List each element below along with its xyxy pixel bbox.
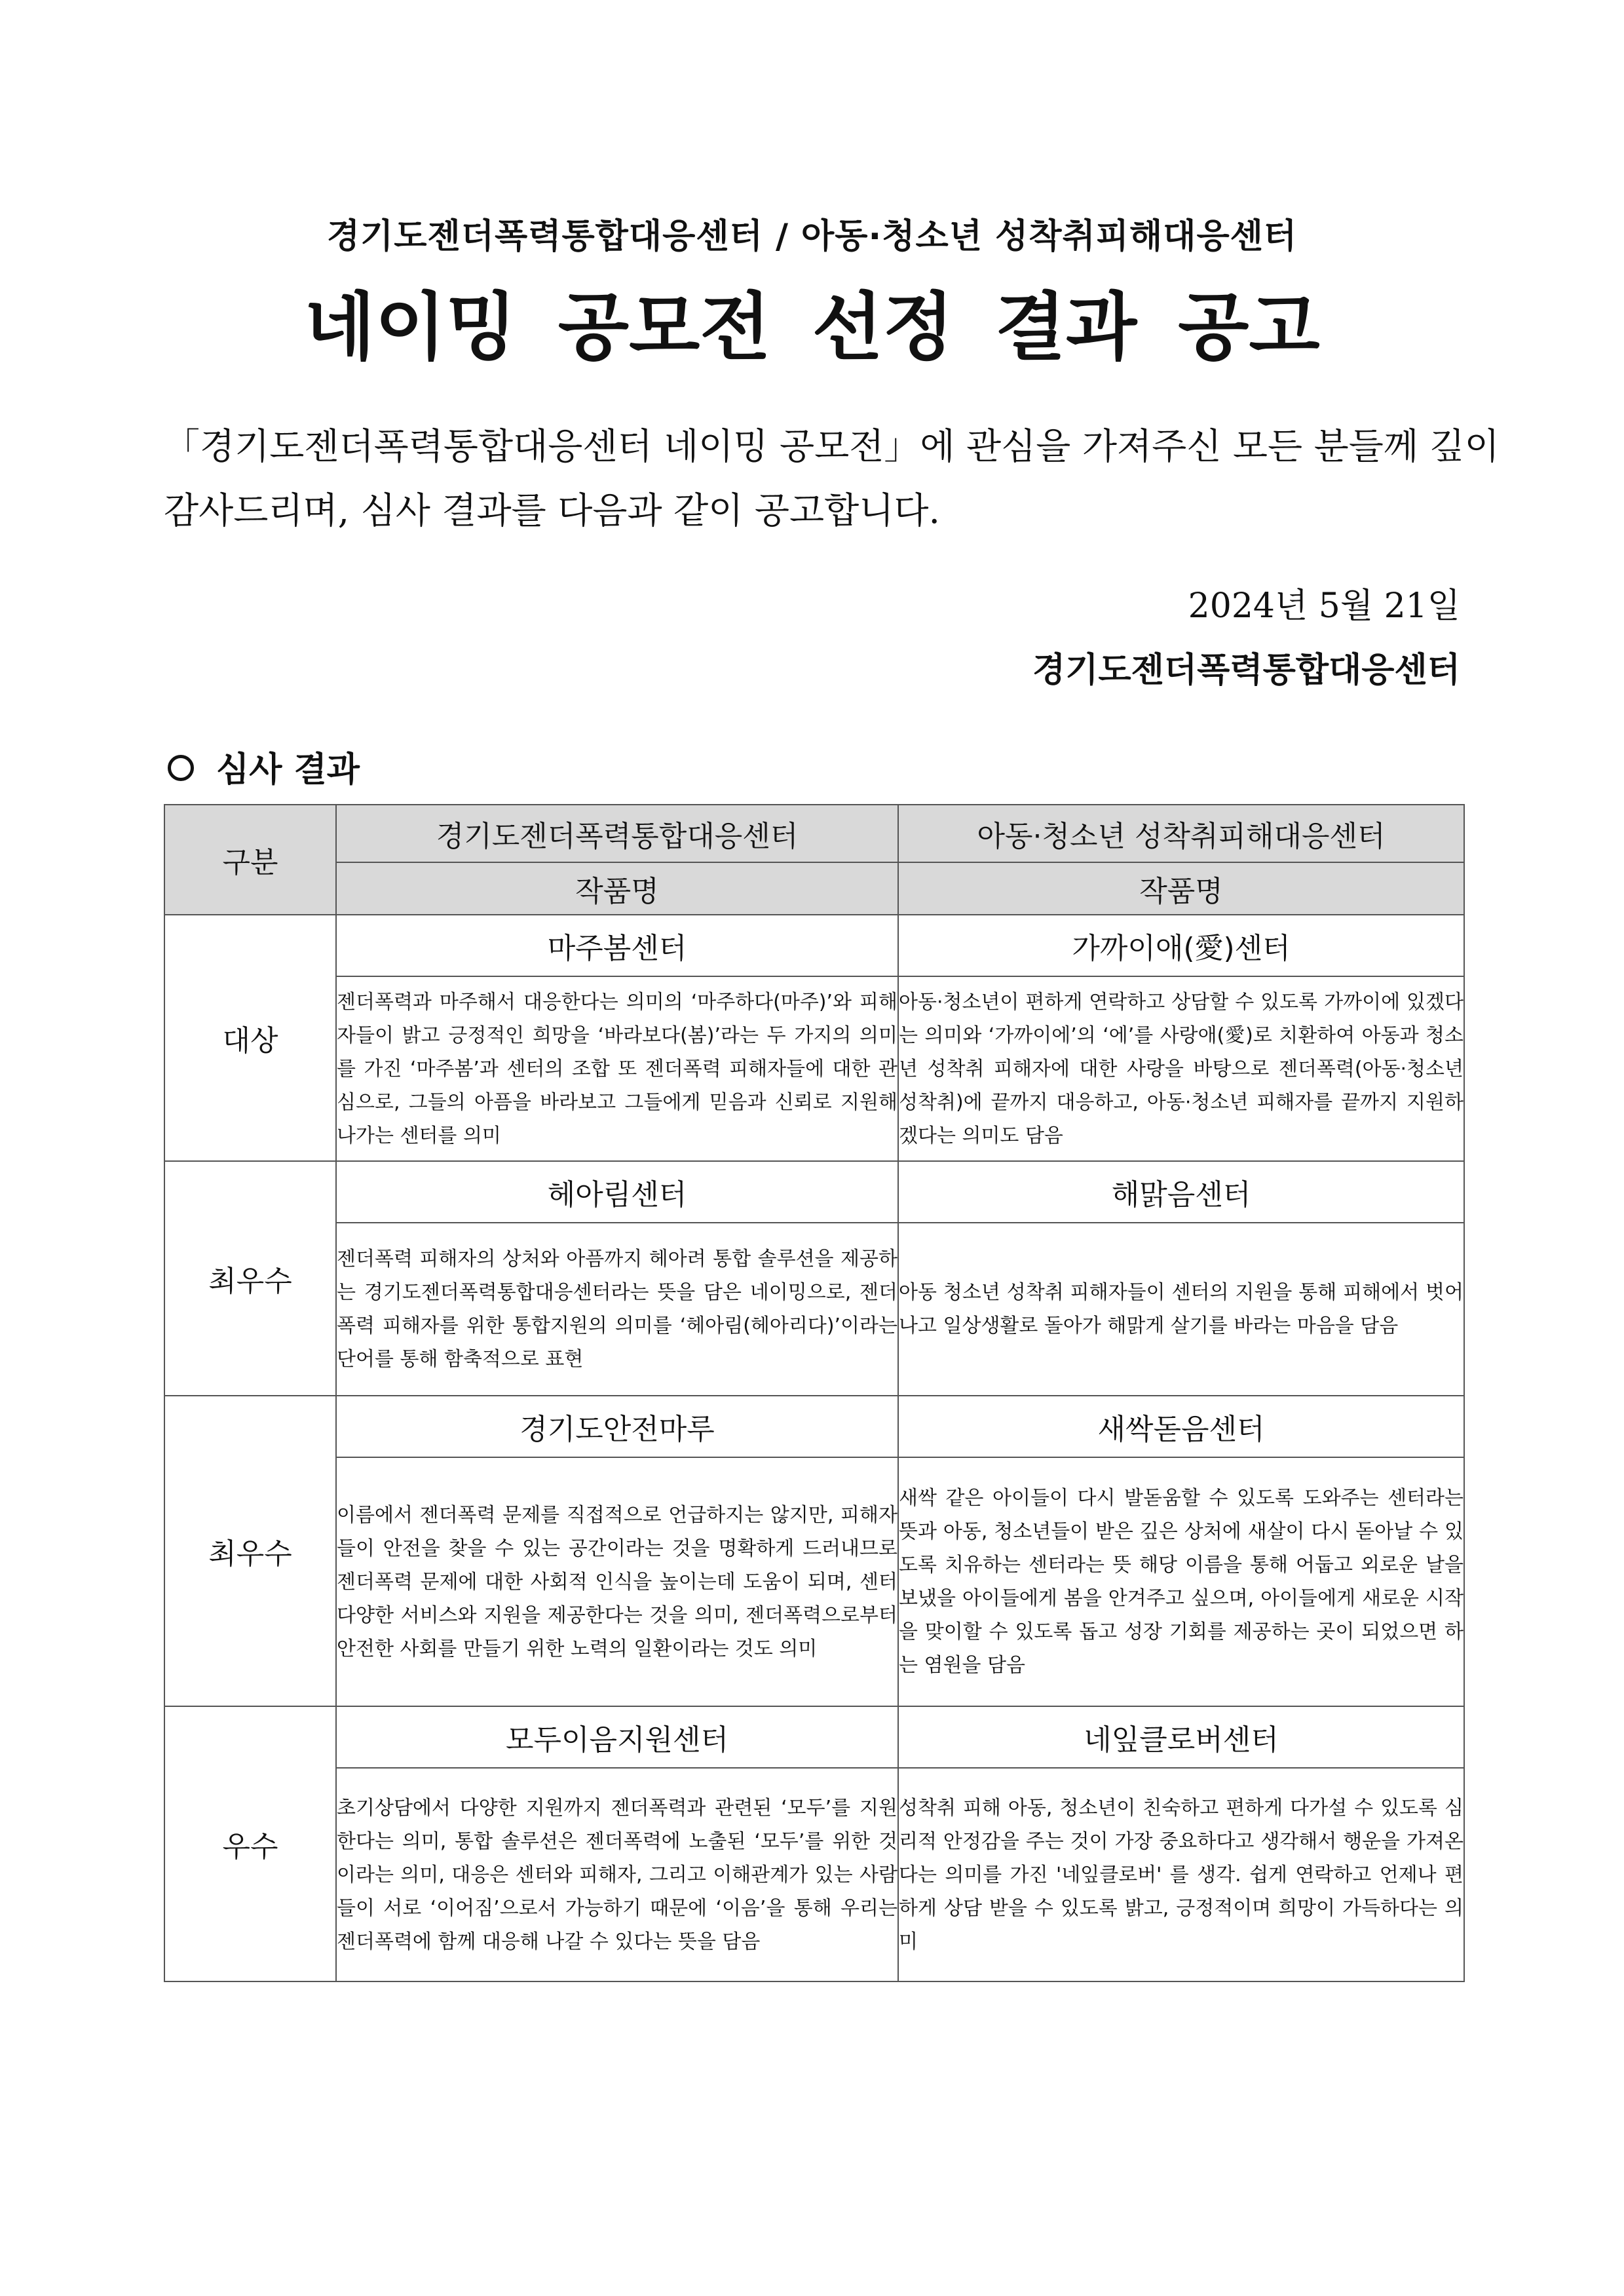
header-work-name: 작품명 — [898, 862, 1464, 915]
work-name: 네잎클로버센터 — [898, 1706, 1464, 1768]
table-row — [164, 976, 1464, 1161]
work-description: 이름에서 젠더폭력 문제를 직접적으로 언급하지는 않지만, 피해자들이 안전을 찾을 수 있는 공간이라는 것을 명확하게 드러내므로 젠더폭력 문제에 대한 사회적 인식을 높이는데 도움이 되며, 센터 다양한 서비스와 지원을 제공한다는 것을 의미, 젠더폭력으로부터 안전한 사회를 만들기 위한 노력의 일환이라는 것도 의미 — [336, 1457, 898, 1706]
work-description: 젠더폭력 피해자의 상처와 아픔까지 헤아려 통합 솔루션을 제공하는 경기도젠더폭력통합대응센터라는 뜻을 담은 네이밍으로, 젠더폭력 피해자를 위한 통합지원의 의미를 ‘헤아림(헤아리다)’이라는 단어를 통해 함축적으로 표현 — [336, 1223, 898, 1396]
circle-bullet-icon — [168, 755, 194, 781]
header-category: 구분 — [164, 805, 336, 915]
award-category: 우수 — [164, 1706, 336, 1981]
notice-title: 네이밍 공모전 선정 결과 공고 — [304, 285, 1320, 370]
intro-line: 감사드리며, 심사 결과를 다음과 같이 공고합니다. — [164, 489, 940, 531]
award-category: 최우수 — [164, 1161, 336, 1396]
work-description: 아동·청소년이 편하게 연락하고 상담할 수 있도록 가까이에 있겠다는 의미와 ‘가까이에’의 ‘에’를 사랑애(愛)로 치환하여 아동과 청소년 성착취 피해자에 대한 사랑을 바탕으로 젠더폭력(아동·청소년 성착취)에 끝까지 대응하고, 아동·청소년 피해자를 끝까지 지원하겠다는 의미도 담음 — [898, 976, 1464, 1161]
header-center2: 아동·청소년 성착취피해대응센터 — [898, 805, 1464, 862]
notice-date: 2024년 5월 21일 — [1188, 586, 1460, 626]
table-row — [164, 1161, 1464, 1223]
work-description: 성착취 피해 아동, 청소년이 친숙하고 편하게 다가설 수 있도록 심리적 안정감을 주는 것이 가장 중요하다고 생각해서 행운을 가져온다는 의미를 가진 '네잎클로버' 를 생각. 쉽게 연락하고 언제나 편하게 상담 받을 수 있도록 밝고, 긍정적이며 희망이 가득하다는 의미 — [898, 1768, 1464, 1981]
section-heading — [168, 742, 360, 791]
work-description: 아동 청소년 성착취 피해자들이 센터의 지원을 통해 피해에서 벗어나고 일상생활로 돌아가 해맑게 살기를 바라는 마음을 담음 — [898, 1223, 1464, 1396]
notice-subtitle: 경기도젠더폭력통합대응센터 / 아동·청소년 성착취피해대응센터 — [326, 217, 1298, 256]
work-name: 새싹돋음센터 — [898, 1396, 1464, 1457]
work-name: 해맑음센터 — [898, 1161, 1464, 1223]
table-row — [164, 1457, 1464, 1706]
header-work-name: 작품명 — [336, 862, 898, 915]
results-table — [164, 804, 1465, 1982]
award-category: 대상 — [164, 915, 336, 1161]
intro-paragraph — [164, 414, 1500, 543]
issuing-organization: 경기도젠더폭력통합대응센터 — [1032, 651, 1460, 690]
work-name: 경기도안전마루 — [336, 1396, 898, 1457]
work-name: 헤아림센터 — [336, 1161, 898, 1223]
table-row — [164, 1768, 1464, 1981]
work-name: 모두이음지원센터 — [336, 1706, 898, 1768]
work-name: 마주봄센터 — [336, 915, 898, 976]
work-description: 초기상담에서 다양한 지원까지 젠더폭력과 관련된 ‘모두’를 지원한다는 의미, 통합 솔루션은 젠더폭력에 노출된 ‘모두’를 위한 것이라는 의미, 대응은 센터와 피해자, 그리고 이해관계가 있는 사람들이 서로 ‘이어짐’으로서 가능하기 때문에 ‘이음’을 통해 우리는 젠더폭력에 함께 대응해 나갈 수 있다는 뜻을 담음 — [336, 1768, 898, 1981]
award-category: 최우수 — [164, 1396, 336, 1706]
table-row — [164, 1223, 1464, 1396]
header-center1: 경기도젠더폭력통합대응센터 — [336, 805, 898, 862]
table-row — [164, 1396, 1464, 1457]
table-row — [164, 1706, 1464, 1768]
table-row — [164, 915, 1464, 976]
table-header-row — [164, 805, 1464, 862]
work-description: 새싹 같은 아이들이 다시 발돋움할 수 있도록 도와주는 센터라는 뜻과 아동, 청소년들이 받은 깊은 상처에 새살이 다시 돋아날 수 있도록 치유하는 센터라는 뜻 해당 이름을 통해 어둡고 외로운 날을 보냈을 아이들에게 봄을 안겨주고 싶으며, 아이들에게 새로운 시작을 맞이할 수 있도록 돕고 성장 기회를 제공하는 곳이 되었으면 하는 염원을 담음 — [898, 1457, 1464, 1706]
work-description: 젠더폭력과 마주해서 대응한다는 의미의 ‘마주하다(마주)’와 피해자들이 밝고 긍정적인 희망을 ‘바라보다(봄)’라는 두 가지의 의미를 가진 ‘마주봄’과 센터의 조합 또 젠더폭력 피해자들에 대한 관심으로, 그들의 아픔을 바라보고 그들에게 믿음과 신뢰로 지원해 나가는 센터를 의미 — [336, 976, 898, 1161]
section-title: 심사 결과 — [216, 750, 360, 790]
table-subheader-row — [164, 862, 1464, 915]
intro-line: 「경기도젠더폭력통합대응센터 네이밍 공모전」에 관심을 가져주신 모든 분들께 깊이 — [164, 425, 1500, 467]
work-name: 가까이애(愛)센터 — [898, 915, 1464, 976]
